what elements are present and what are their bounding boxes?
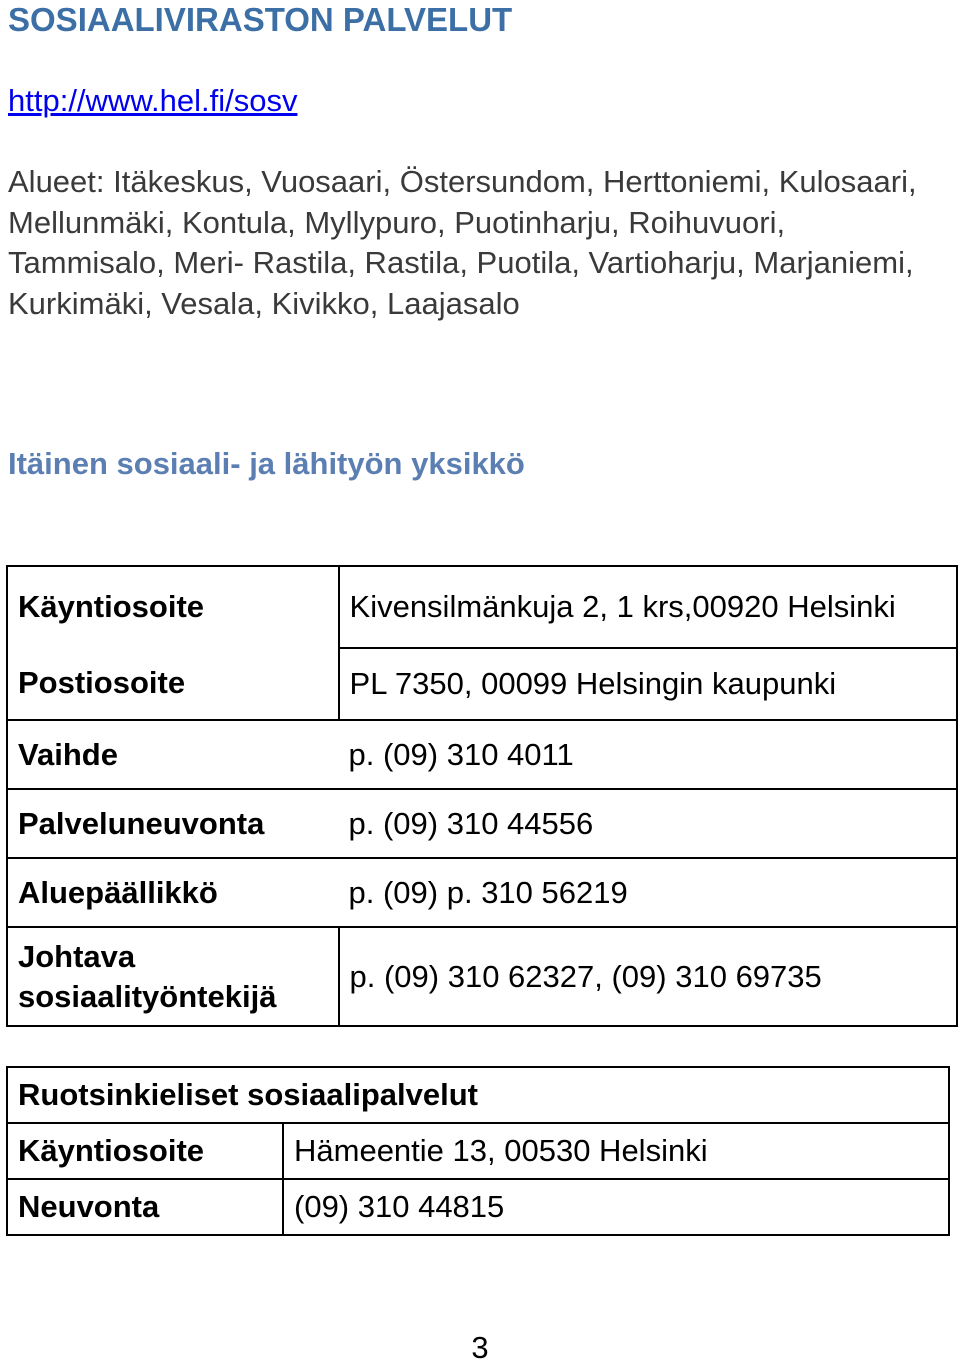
swedish-address-value: Hämeentie 13, 00530 Helsinki	[283, 1123, 949, 1179]
service-advice-label: Palveluneuvonta	[7, 789, 339, 858]
lead-social-worker-row	[7, 927, 957, 1026]
lead-social-worker-label: Johtava sosiaalityöntekijä	[7, 927, 339, 1026]
swedish-address-label: Käyntiosoite	[7, 1123, 283, 1179]
postal-address-label: Postiosoite	[18, 665, 186, 700]
switchboard-value: p. (09) 310 4011	[339, 720, 957, 789]
swedish-address-row	[7, 1123, 949, 1179]
swedish-title-row	[7, 1067, 949, 1123]
unit-contact-table	[6, 565, 958, 1027]
area-manager-row	[7, 858, 957, 927]
areas-paragraph: Alueet: Itäkeskus, Vuosaari, Östersundom, Herttoniemi, Kulosaari, Mellunmäki, Kontula, Myllypuro, Puotinharju, Roihuvuori, Tammisalo, Meri- Rastila, Rastila, Puotila, Vartioharju, Marjaniemi, Kurkimäki, Vesala, Kivikko, Laajasalo	[8, 164, 917, 321]
swedish-advice-value: (09) 310 44815	[283, 1179, 949, 1235]
switchboard-row	[7, 720, 957, 789]
address-labels-cell	[7, 566, 339, 720]
area-manager-value: p. (09) p. 310 56219	[339, 858, 957, 927]
swedish-services-title: Ruotsinkieliset sosiaalipalvelut	[7, 1067, 949, 1123]
visiting-address-label: Käyntiosoite	[18, 589, 205, 624]
visiting-address-value: Kivensilmänkuja 2, 1 krs,00920 Helsinki	[340, 567, 956, 649]
switchboard-label: Vaihde	[7, 720, 339, 789]
page-title: SOSIAALIVIRASTON PALVELUT	[8, 1, 513, 38]
postal-address-value: PL 7350, 00099 Helsingin kaupunki	[349, 666, 837, 701]
address-values-cell	[339, 566, 957, 720]
address-row	[7, 566, 957, 720]
swedish-services-table	[6, 1066, 950, 1236]
area-manager-label: Aluepäällikkö	[7, 858, 339, 927]
lead-social-worker-value: p. (09) 310 62327, (09) 310 69735	[339, 927, 957, 1026]
service-advice-value: p. (09) 310 44556	[339, 789, 957, 858]
swedish-advice-row	[7, 1179, 949, 1235]
service-advice-row	[7, 789, 957, 858]
unit-title: Itäinen sosiaali- ja lähityön yksikkö	[8, 446, 525, 481]
website-link[interactable]: http://www.hel.fi/sosv	[8, 83, 298, 118]
page-number: 3	[471, 1330, 489, 1365]
swedish-advice-label: Neuvonta	[7, 1179, 283, 1235]
